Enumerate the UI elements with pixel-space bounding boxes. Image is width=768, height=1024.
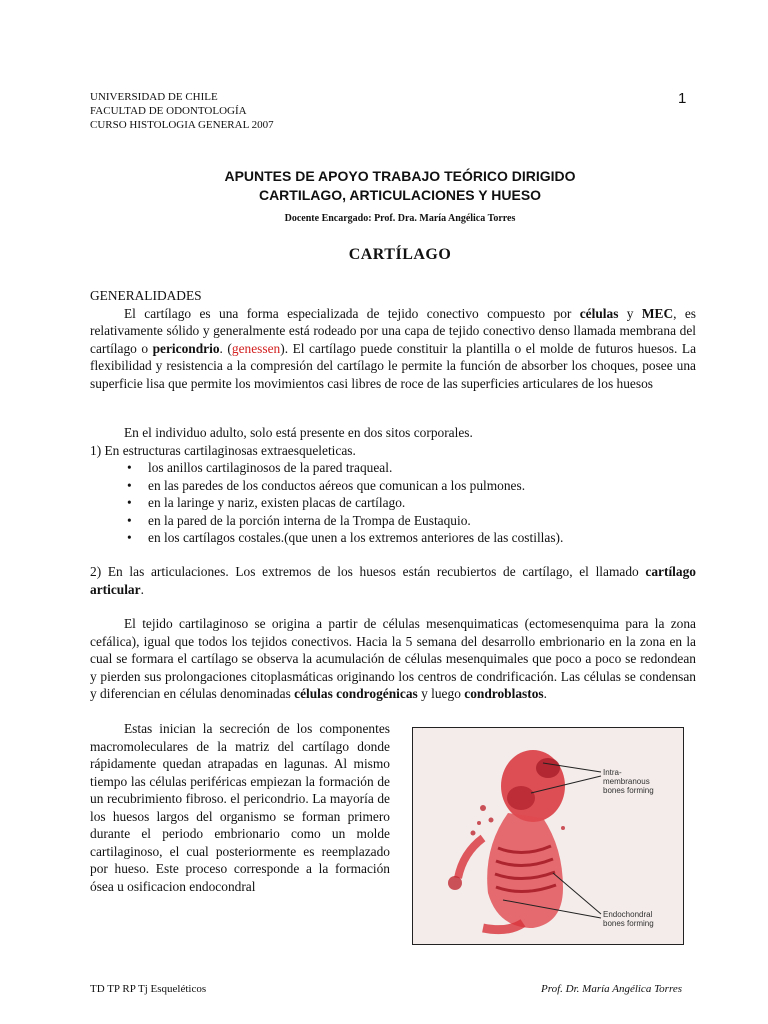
term-pericondrio: pericondrio [152, 340, 220, 356]
section-title: CARTÍLAGO [348, 246, 452, 263]
text-run: . [543, 686, 547, 701]
secretion-paragraph: Estas inician la secreción de los componentes macromoleculares de la matriz del cartílago donde rápidamente quedan atrapadas en lagunas. Al mismo tiempo las células periféricas empiezan la formación de un recubrimiento fibroso. el pericondrio. La mayoría de los huesos largos del organismo se forman primero durante el periodo embrionario como un molde cartilaginoso, el cual posteriormente es reemplazado por hueso. Este proceso corresponde a la formación ósea u osificacion endocondral [90, 721, 390, 894]
text-run: y [618, 305, 642, 321]
adult-item-2 [90, 563, 696, 598]
list-item: • en los cartílagos costales.(que unen a los extremos anteriores de las costillas). [124, 529, 696, 547]
text-run: 2) En las articulaciones. Los extremos de los huesos están recubiertos de cartílago, el llamado [90, 564, 646, 579]
document-title: APUNTES DE APOYO TRABAJO TEÓRICO DIRIGIDO [224, 168, 576, 184]
term-mec: MEC [641, 305, 674, 321]
embryo-figure [412, 727, 684, 945]
text-run: y luego [417, 686, 465, 701]
label-endochondral [603, 910, 654, 928]
footer-author: Prof. Dr. María Angélica Torres [541, 983, 682, 995]
label-line: Endochondral [603, 910, 653, 919]
header-line-university: UNIVERSIDAD DE CHILE [90, 91, 218, 103]
document-subtitle: CARTILAGO, ARTICULACIONES Y HUESO [258, 187, 542, 203]
list-item: • en las paredes de los conductos aéreos que comunican a los pulmones. [124, 477, 696, 495]
label-intramembranous [603, 768, 654, 795]
extraskeletal-list [124, 459, 696, 547]
term-celulas-condrogenicas: células condrogénicas [294, 686, 418, 701]
label-line: bones forming [603, 786, 654, 795]
page-number: 1 [678, 90, 687, 107]
footer-course-code: TD TP RP Tj Esqueléticos [90, 983, 207, 995]
header-line-course: CURSO HISTOLOGIA GENERAL 2007 [90, 119, 274, 131]
adult-item-1: 1) En estructuras cartilaginosas extraesqueleticas. [90, 442, 356, 458]
term-celulas: células [579, 305, 619, 321]
adult-locations-block [90, 424, 696, 547]
text-run: El cartílago es una forma especializada de tejido conectivo compuesto por [124, 305, 580, 321]
text-run: El tejido cartilaginoso se origina a partir de células mesenquimaticas (ectomesenquima para la zona cefálica), igual que todos los tejidos conectivos. Hacia la 5 semana del desarrollo embrionario en la zona en la cual se formara el cartílago se observa la acumulación de células mesenquimales que poco a poco se redondean y pierden sus prolongaciones citoplasmáticas originando los centros de condrificación. Las células se condensan y diferencian en células denominadas [90, 616, 696, 701]
reference-genessen: genessen [231, 340, 281, 356]
label-line: Intra- [603, 768, 622, 777]
docente-line: Docente Encargado: Prof. Dra. María Angélica Torres [284, 213, 516, 224]
text-run: . ( [219, 340, 232, 356]
adult-intro: En el individuo adulto, solo está presente en dos sitos corporales. [124, 425, 473, 440]
text-run: , es relativamente sólido y generalmente está rodeado por una capa de tejido conectivo denso llamada membrana del cartílago o [90, 305, 697, 356]
generalidades-block [90, 287, 696, 392]
term-condroblastos: condroblastos [464, 686, 544, 701]
text-run: . [140, 581, 144, 597]
origin-paragraph [90, 615, 696, 703]
term-cartilago-articular: cartílago articular [90, 564, 696, 597]
label-line: bones forming [603, 919, 654, 928]
text-run: ). El cartílago puede constituir la plantilla o el molde de futuros huesos. La flexibilidad y resistencia a la compresión del cartílago le permite la función de absorber los choques, posee una superficie lisa que permite los movimientos casi libres de roce de las superficies articulares de los huesos [90, 340, 697, 391]
generalidades-paragraph [90, 305, 696, 393]
label-line: membranous [603, 777, 650, 786]
list-item: • los anillos cartilaginosos de la pared traqueal. [124, 459, 696, 477]
institution-header [90, 90, 274, 132]
list-item: • en la laringe y nariz, existen placas de cartílago. [124, 494, 696, 512]
header-line-faculty: FACULTAD DE ODONTOLOGÍA [90, 105, 247, 117]
list-item: • en la pared de la porción interna de la Trompa de Eustaquio. [124, 512, 696, 530]
generalidades-heading: GENERALIDADES [90, 288, 202, 303]
